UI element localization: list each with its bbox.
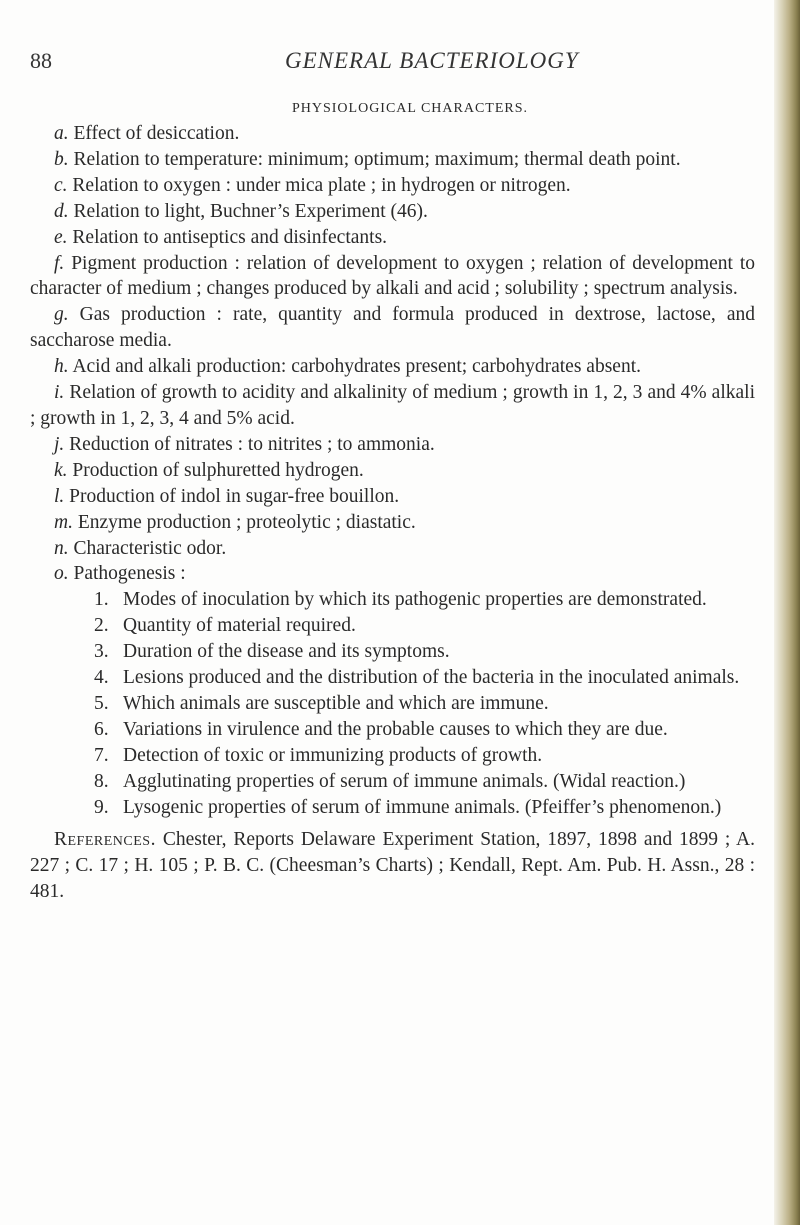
list-item [30,380,755,432]
sub-item-text: Which animals are susceptible and which are immune. [123,692,549,714]
sub-item-text: Agglutinating properties of serum of immune animals. (Widal reaction.) [123,770,686,792]
references [30,827,755,905]
page-edge-shadow [774,0,800,1225]
item-letter: d. [54,200,69,222]
sub-item-number: 9. [94,796,109,818]
sub-item [30,717,755,743]
sub-item [30,743,755,769]
sub-item-text: Duration of the disease and its symptoms. [123,641,450,663]
page-body [30,98,755,925]
item-letter: f. [54,252,65,274]
sub-item-number: 3. [94,641,109,663]
pathogenesis-list [30,587,755,820]
sub-item-number: 1. [94,589,109,611]
item-letter: n. [54,537,69,559]
sub-item-number: 7. [94,744,109,766]
list-item [30,147,755,173]
list-item [30,432,755,458]
item-letter: b. [54,148,69,170]
sub-item-text: Quantity of material required. [123,615,356,637]
sub-item-number: 5. [94,692,109,714]
item-letter: o. [54,563,69,585]
item-text: Characteristic odor. [73,537,227,559]
sub-item-text: Modes of inoculation by which its pathogenic properties are demonstrated. [123,589,707,611]
sub-item-text: Detection of toxic or immunizing products of growth. [123,744,543,766]
sub-item [30,665,755,691]
item-text: Pathogenesis : [73,563,186,585]
item-text: Effect of desiccation. [73,123,240,144]
list-item [30,173,755,199]
list-item [30,510,755,536]
list-item [30,536,755,562]
list-item [30,354,755,380]
sub-item [30,795,755,821]
item-text: Relation of growth to acidity and alkalinity of medium ; growth in 1, 2, 3 and 4% alkali ; growth in 1, 2, 3, 4 and 5% acid. [30,382,755,429]
sub-item [30,639,755,665]
item-letter: g. [54,304,69,326]
item-letter: k. [54,459,68,481]
item-text: Pigment production : relation of development to oxygen ; relation of development to character of medium ; changes produced by alkali and acid ; solubility ; spectrum analysis. [30,252,756,300]
sub-item [30,691,755,717]
item-letter: a. [54,123,69,144]
item-text: Production of sulphuretted hydrogen. [72,459,364,481]
sub-item-text: Lysogenic properties of serum of immune animals. (Pfeiffer’s phenomenon.) [123,796,722,818]
item-letter: i. [54,382,65,404]
list-item [30,561,755,587]
item-letter: l. [54,485,65,507]
item-text: Relation to oxygen : under mica plate ; in hydrogen or nitrogen. [72,174,571,196]
list-item [30,199,755,225]
references-label: References. [54,829,156,851]
sub-item-number: 8. [94,770,109,792]
item-text: Production of indol in sugar-free bouillon. [69,485,400,507]
item-text: Enzyme production ; proteolytic ; diastatic. [77,511,416,533]
list-item [30,302,755,354]
item-text: Relation to antiseptics and disinfectants. [72,226,388,248]
sub-item-text: Variations in virulence and the probable causes to which they are due. [123,718,668,740]
sub-item [30,613,755,639]
list-item [30,458,755,484]
list-item [30,484,755,510]
list-item [30,121,755,147]
sub-item-number: 4. [94,667,109,689]
item-text: Gas production : rate, quantity and formula produced in dextrose, lactose, and saccharose media. [30,304,755,352]
list-item [30,225,755,251]
sub-item [30,587,755,613]
item-text: Acid and alkali production: carbohydrates present; carbohydrates absent. [72,356,641,378]
item-text: Relation to light, Buchner’s Experiment (46). [73,200,428,222]
list-item [30,251,755,303]
item-letter: h. [54,356,69,378]
section-title: PHYSIOLOGICAL CHARACTERS. [291,101,529,116]
sub-item-text: Lesions produced and the distribution of the bacteria in the inoculated animals. [123,667,740,689]
item-letter: e. [54,226,68,248]
page-number: 88 [30,48,52,73]
page-header [30,48,750,80]
sub-item-number: 2. [94,615,109,637]
item-text: Relation to temperature: minimum; optimum; maximum; thermal death point. [73,148,681,170]
item-letter: c. [54,174,68,196]
running-head: GENERAL BACTERIOLOGY [285,48,579,73]
item-text: Reduction of nitrates : to nitrites ; to ammonia. [69,433,435,455]
references-text: Chester, Reports Delaware Experiment Station, 1897, 1898 and 1899 ; A. 227 ; C. 17 ; H. 105 ; P. B. C. (Cheesman’s Charts) ; Kendall, Rept. Am. Pub. H. Assn., 28 : 481. [30,829,755,903]
sub-item-number: 6. [94,718,109,740]
item-letter: j. [54,433,65,455]
item-letter: m. [54,511,73,533]
sub-item [30,769,755,795]
